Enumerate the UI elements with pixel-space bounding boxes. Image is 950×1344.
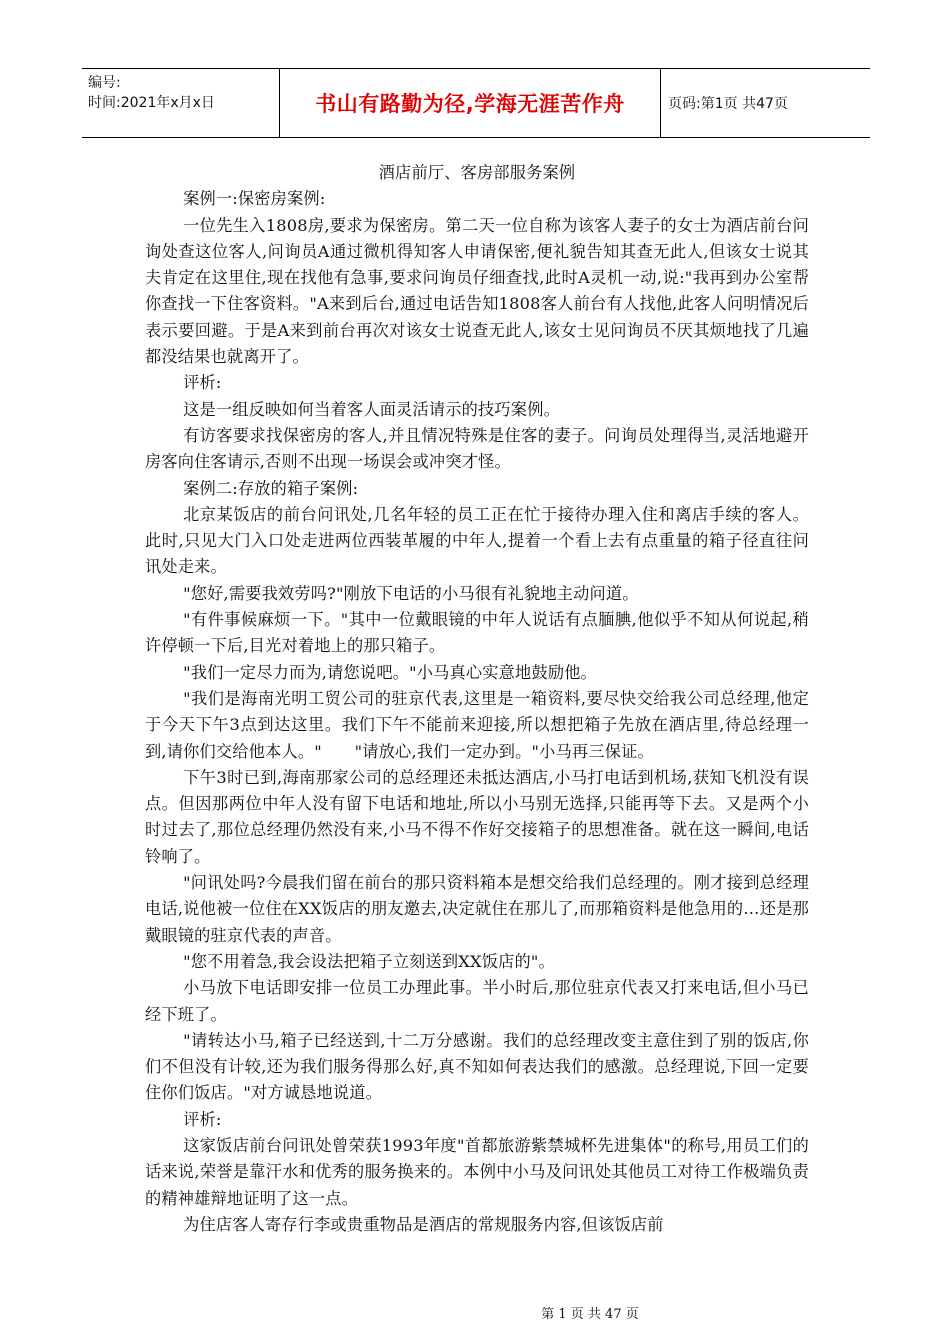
header-motto: 书山有路勤为径,学海无涯苦作舟 [315, 92, 625, 116]
document-title: 酒店前厅、客房部服务案例 [378, 163, 576, 182]
paragraph: 有访客要求找保密房的客人,并且情况特殊是住客的妻子。问询员处理得当,灵活地避开房客向住客请示,否则不出现一场误会或冲突才怪。 [145, 425, 809, 472]
paragraph: 下午3时已到,海南那家公司的总经理还未抵达酒店,小马打电话到机场,获知飞机没有误点。但因那两位中年人没有留下电话和地址,所以小马别无选择,只能再等下去。又是两个小时过去了,那位总经理仍然没有来,小马不得不作好交接箱子的思想准备。就在这一瞬间,电话铃响了。 [145, 767, 809, 866]
document-body [145, 160, 809, 1238]
paragraph: "您不用着急,我会设法把箱子立刻送到XX饭店的"。 [183, 951, 555, 971]
paragraph: "我们是海南光明工贸公司的驻京代表,这里是一箱资料,要尽快交给我公司总经理,他定于今天下午3点到达这里。我们下午不能前来迎接,所以想把箱子先放在酒店里,待总经理一到,请你们交给他本人。" "请放心,我们一定办到。"小马再三保证。 [145, 688, 809, 761]
header-meta [88, 73, 215, 113]
document-number-label: 编号: [88, 75, 121, 91]
document-date-label: 时间:2021年x月x日 [88, 95, 215, 111]
paragraph: 这是一组反映如何当着客人面灵活请示的技巧案例。 [183, 399, 560, 419]
paragraph: "我们一定尽力而为,请您说吧。"小马真心实意地鼓励他。 [183, 662, 597, 682]
paragraph: 评析: [183, 373, 222, 393]
paragraph: "有件事候麻烦一下。"其中一位戴眼镜的中年人说话有点腼腆,他似乎不知从何说起,稍许停顿一下后,目光对着地上的那只箱子。 [145, 610, 809, 656]
paragraph: "您好,需要我效劳吗?"刚放下电话的小马很有礼貌地主动问道。 [183, 583, 639, 603]
paragraph: "问讯处吗?今晨我们留在前台的那只资料箱本是想交给我们总经理的。刚才接到总经理电话,说他被一位住在XX饭店的朋友邀去,决定就住在那儿了,而那箱资料是他急用的…还是那戴眼镜的驻京代表的声音。 [145, 873, 809, 945]
paragraph: 案例一:保密房案例: [183, 189, 326, 209]
paragraph: 评析: [183, 1109, 222, 1129]
paragraph: 这家饭店前台问讯处曾荣获1993年度"首都旅游紫禁城杯先进集体"的称号,用员工们的话来说,荣誉是靠汗水和优秀的服务换来的。本例中小马及问讯处其他员工对待工作极端负责的精神雄辩地证明了这一点。 [145, 1135, 809, 1208]
paragraph: 案例二:存放的箱子案例: [183, 478, 359, 498]
paragraph: 一位先生入1808房,要求为保密房。第二天一位自称为该客人妻子的女士为酒店前台问询处查这位客人,问询员A通过微机得知客人申请保密,便礼貌告知其查无此人,但该女士说其夫肯定在这里住,现在找他有急事,要求问询员仔细查找,此时A灵机一动,说:"我再到办公室帮你查找一下住客资料。"A来到后台,通过电话告知1808客人前台有人找他,此客人问明情况后表示要回避。于是A来到前台再次对该女士说查无此人,该女士见问询员不厌其烦地找了几遍都没结果也就离开了。 [145, 215, 809, 367]
paragraph: 为住店客人寄存行李或贵重物品是酒店的常规服务内容,但该饭店前 [183, 1214, 664, 1234]
paragraph: 小马放下电话即安排一位员工办理此事。半小时后,那位驻京代表又打来电话,但小马已经下班了。 [145, 978, 809, 1024]
page-footer: 第 1 页 共 47 页 [541, 1307, 639, 1322]
paragraph: "请转达小马,箱子已经送到,十二万分感谢。我们的总经理改变主意住到了别的饭店,你们不但没有计较,还为我们服务得那么好,真不知如何表达我们的感激。总经理说,下回一定要住你们饭店。"对方诚恳地说道。 [145, 1030, 809, 1103]
header-page-info: 页码:第1页 共47页 [668, 96, 788, 112]
page-header [82, 68, 870, 138]
paragraph: 北京某饭店的前台问讯处,几名年轻的员工正在忙于接待办理入住和离店手续的客人。此时,只见大门入口处走进两位西装革履的中年人,提着一个看上去有点重量的箱子径直往问讯处走来。 [145, 504, 809, 577]
